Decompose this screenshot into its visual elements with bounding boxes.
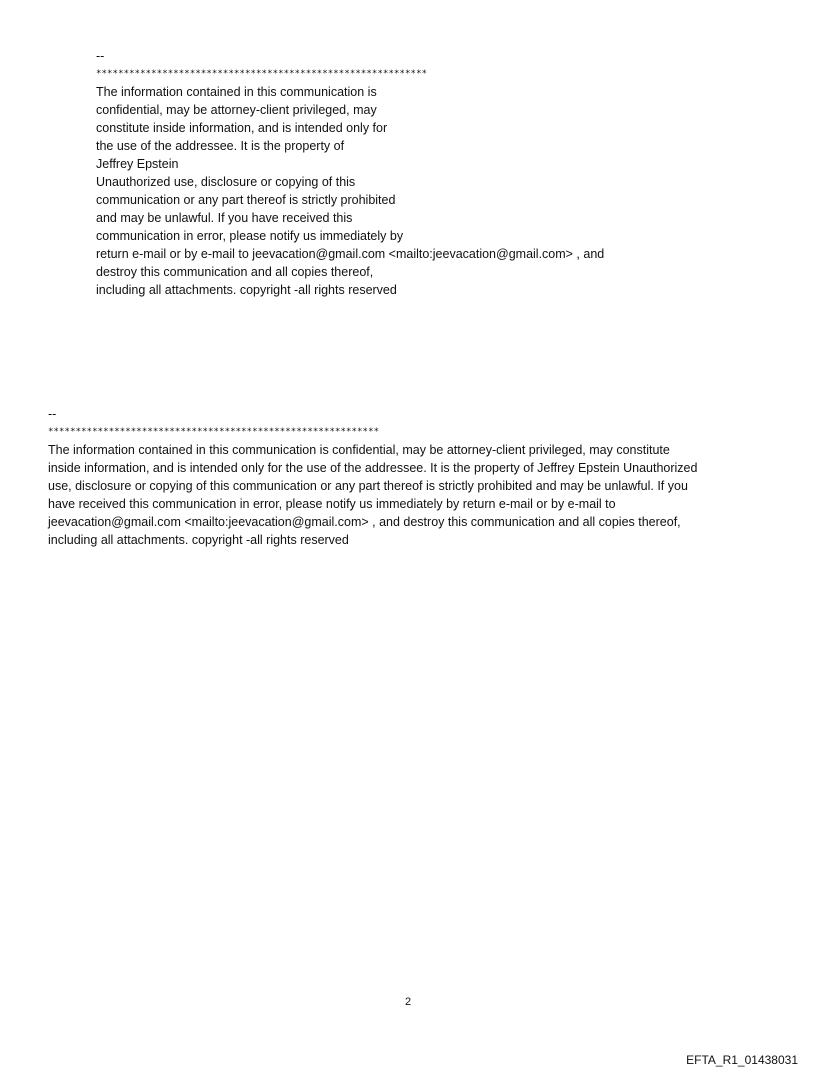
text-line: inside information, and is intended only for the use of the addressee. It is the property of Jeffrey Epstein Unauthorized	[48, 461, 698, 475]
text-line: communication or any part thereof is strictly prohibited	[96, 193, 396, 207]
page-number: 2	[404, 996, 412, 1008]
text-line: communication in error, please notify us immediately by	[96, 229, 404, 243]
separator-stars: ************************************************************	[96, 69, 428, 79]
text-line: constitute inside information, and is intended only for	[96, 121, 388, 135]
text-line: use, disclosure or copying of this communication or any part thereof is strictly prohibited and may be unlawful. If you	[48, 479, 688, 493]
separator-stars: ************************************************************	[48, 427, 380, 437]
text-line: destroy this communication and all copies thereof,	[96, 265, 374, 279]
separator-dashes: --	[96, 49, 105, 63]
text-line: The information contained in this communication is	[96, 85, 377, 99]
text-line: Unauthorized use, disclosure or copying of this	[96, 175, 356, 189]
text-line: jeevacation@gmail.com <mailto:jeevacation@gmail.com> , and destroy this communication and all copies thereof,	[48, 515, 681, 529]
text-line: and may be unlawful. If you have received this	[96, 211, 353, 225]
text-line: have received this communication in error, please notify us immediately by return e-mail or by e-mail to	[48, 497, 616, 511]
text-line: confidential, may be attorney-client privileged, may	[96, 103, 377, 117]
text-line: the use of the addressee. It is the property of	[96, 139, 345, 153]
text-line: return e-mail or by e-mail to jeevacation@gmail.com <mailto:jeevacation@gmail.com> , and	[96, 247, 605, 261]
document-id: EFTA_R1_01438031	[686, 1053, 798, 1067]
text-line: including all attachments. copyright -all rights reserved	[96, 283, 397, 297]
text-line: The information contained in this communication is confidential, may be attorney-client privileged, may constitute	[48, 443, 670, 457]
text-line: including all attachments. copyright -all rights reserved	[48, 533, 349, 547]
separator-dashes: --	[48, 407, 57, 421]
text-line: Jeffrey Epstein	[96, 157, 179, 171]
